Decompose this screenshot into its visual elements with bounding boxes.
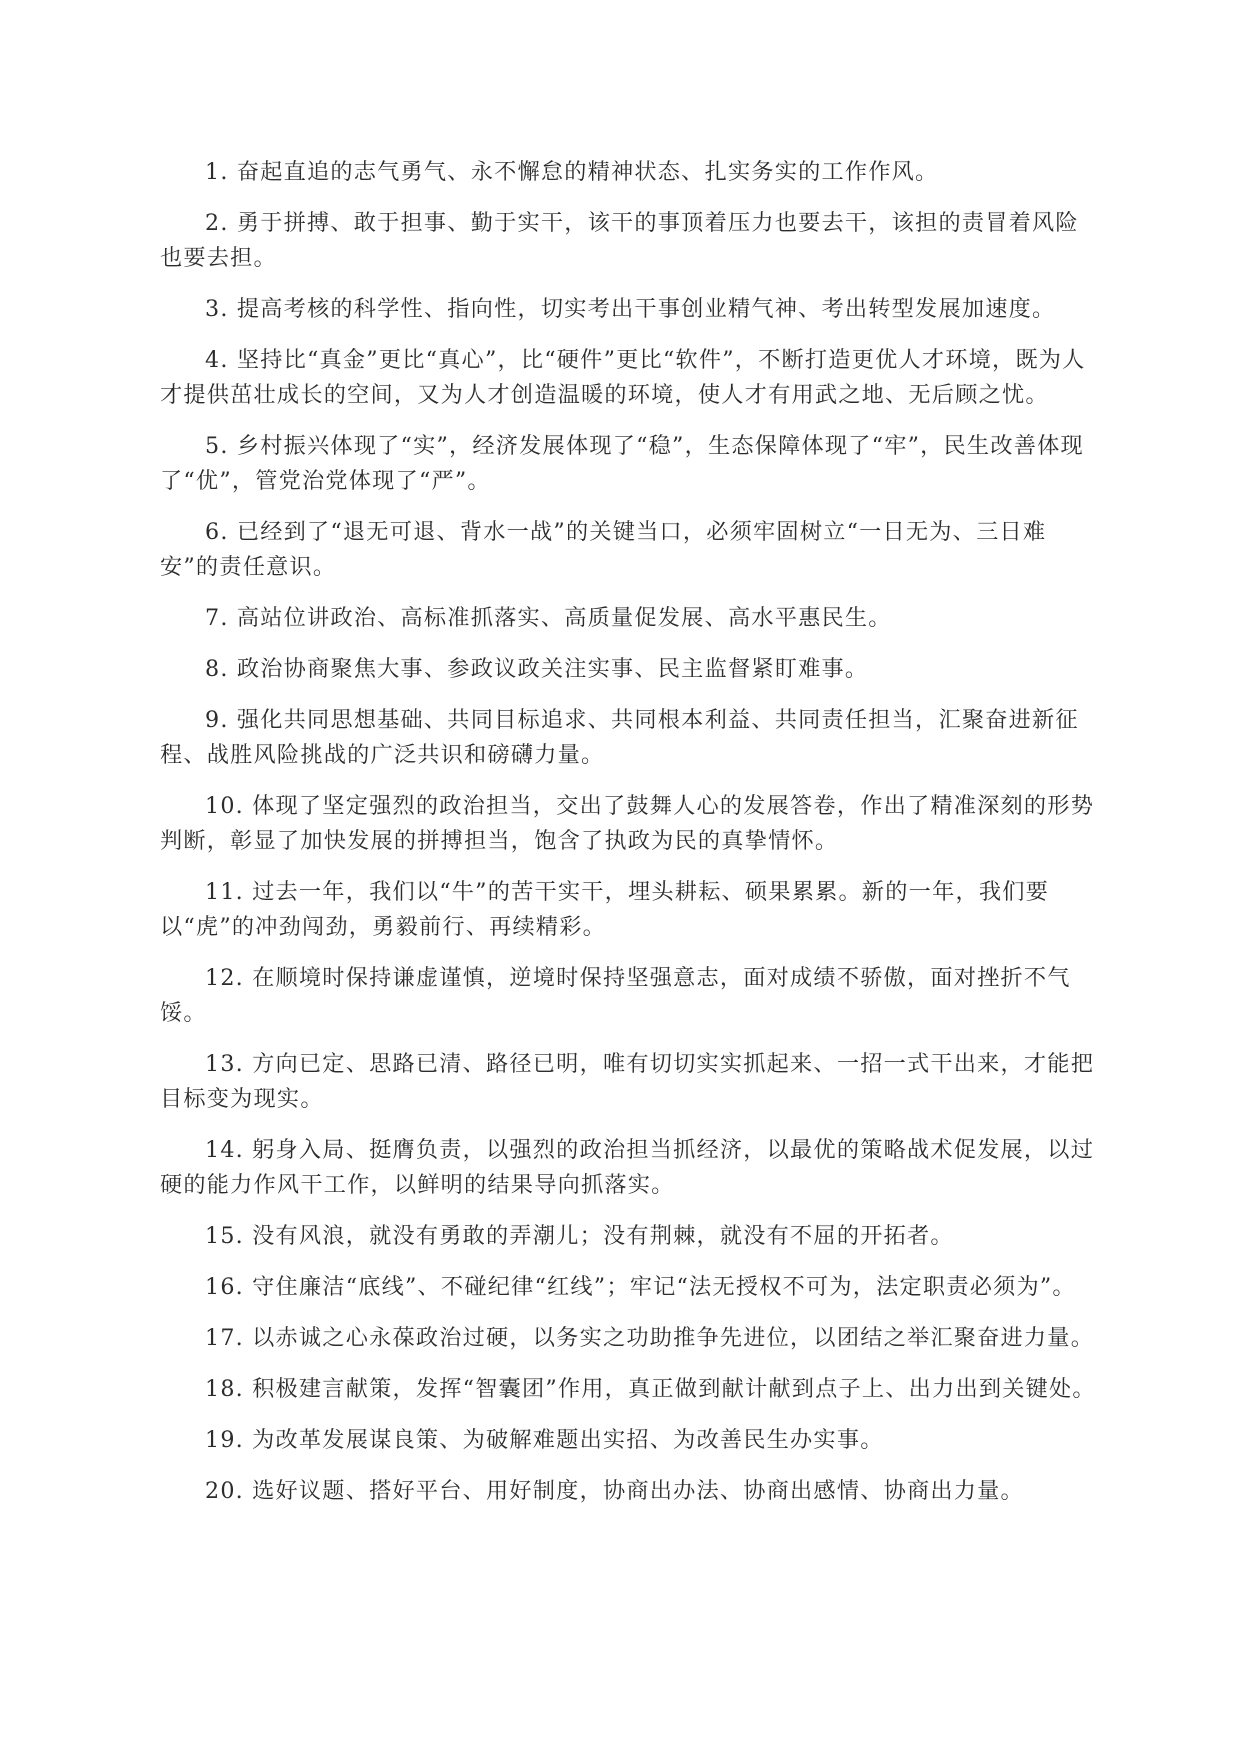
list-item: 19. 为改革发展谋良策、为破解难题出实招、为改善民生办实事。 [205,1427,884,1453]
list-item: 18. 积极建言献策，发挥“智囊团”作用，真正做到献计献到点子上、出力出到关键处。 [205,1376,1096,1402]
list-item: 2. 勇于拼搏、敢于担事、勤于实干，该干的事顶着压力也要去干，该担的责冒着风险也要去担。 [160,210,1079,271]
list-item: 9. 强化共同思想基础、共同目标追求、共同根本利益、共同责任担当，汇聚奋进新征程、战胜风险挑战的广泛共识和磅礴力量。 [160,707,1079,768]
list-item: 1. 奋起直追的志气勇气、永不懈怠的精神状态、扎实务实的工作作风。 [205,159,939,185]
list-item: 17. 以赤诚之心永葆政治过硬，以务实之功助推争先进位，以团结之举汇聚奋进力量。 [205,1325,1095,1351]
list-item: 6. 已经到了“退无可退、背水一战”的关键当口，必须牢固树立“一日无为、三日难安”的责任意识。 [160,519,1047,580]
list-item: 14. 躬身入局、挺膺负责，以强烈的政治担当抓经济，以最优的策略战术促发展，以过硬的能力作风干工作，以鲜明的结果导向抓落实。 [160,1137,1095,1198]
list-item: 12. 在顺境时保持谦虚谨慎，逆境时保持坚强意志，面对成绩不骄傲，面对挫折不气馁。 [160,965,1071,1026]
list-item: 15. 没有风浪，就没有勇敢的弄潮儿；没有荆棘，就没有不屈的开拓者。 [205,1223,954,1249]
list-item: 10. 体现了坚定强烈的政治担当，交出了鼓舞人心的发展答卷，作出了精准深刻的形势判断，彰显了加快发展的拼搏担当，饱含了执政为民的真挚情怀。 [160,793,1095,854]
list-item: 3. 提高考核的科学性、指向性，切实考出干事创业精气神、考出转型发展加速度。 [205,296,1056,322]
list-item: 16. 守住廉洁“底线”、不碰纪律“红线”；牢记“法无授权不可为，法定职责必须为”。 [205,1274,1076,1300]
document-body [160,155,1098,1509]
list-item: 5. 乡村振兴体现了“实”，经济发展体现了“稳”，生态保障体现了“牢”，民生改善体现了“优”，管党治党体现了“严”。 [160,433,1084,494]
list-item: 13. 方向已定、思路已清、路径已明，唯有切切实实抓起来、一招一式干出来，才能把目标变为现实。 [160,1051,1095,1112]
list-item: 8. 政治协商聚焦大事、参政议政关注实事、民主监督紧盯难事。 [205,656,869,682]
list-item: 4. 坚持比“真金”更比“真心”，比“硬件”更比“软件”，不断打造更优人才环境，既为人才提供茁壮成长的空间，又为人才创造温暖的环境，使人才有用武之地、无后顾之忧。 [160,347,1086,408]
list-item: 7. 高站位讲政治、高标准抓落实、高质量促发展、高水平惠民生。 [205,605,892,631]
list-item: 20. 选好议题、搭好平台、用好制度，协商出办法、协商出感情、协商出力量。 [205,1478,1024,1504]
list-item: 11. 过去一年，我们以“牛”的苦干实干，埋头耕耘、硕果累累。新的一年，我们要以“虎”的冲劲闯劲，勇毅前行、再续精彩。 [160,879,1050,940]
